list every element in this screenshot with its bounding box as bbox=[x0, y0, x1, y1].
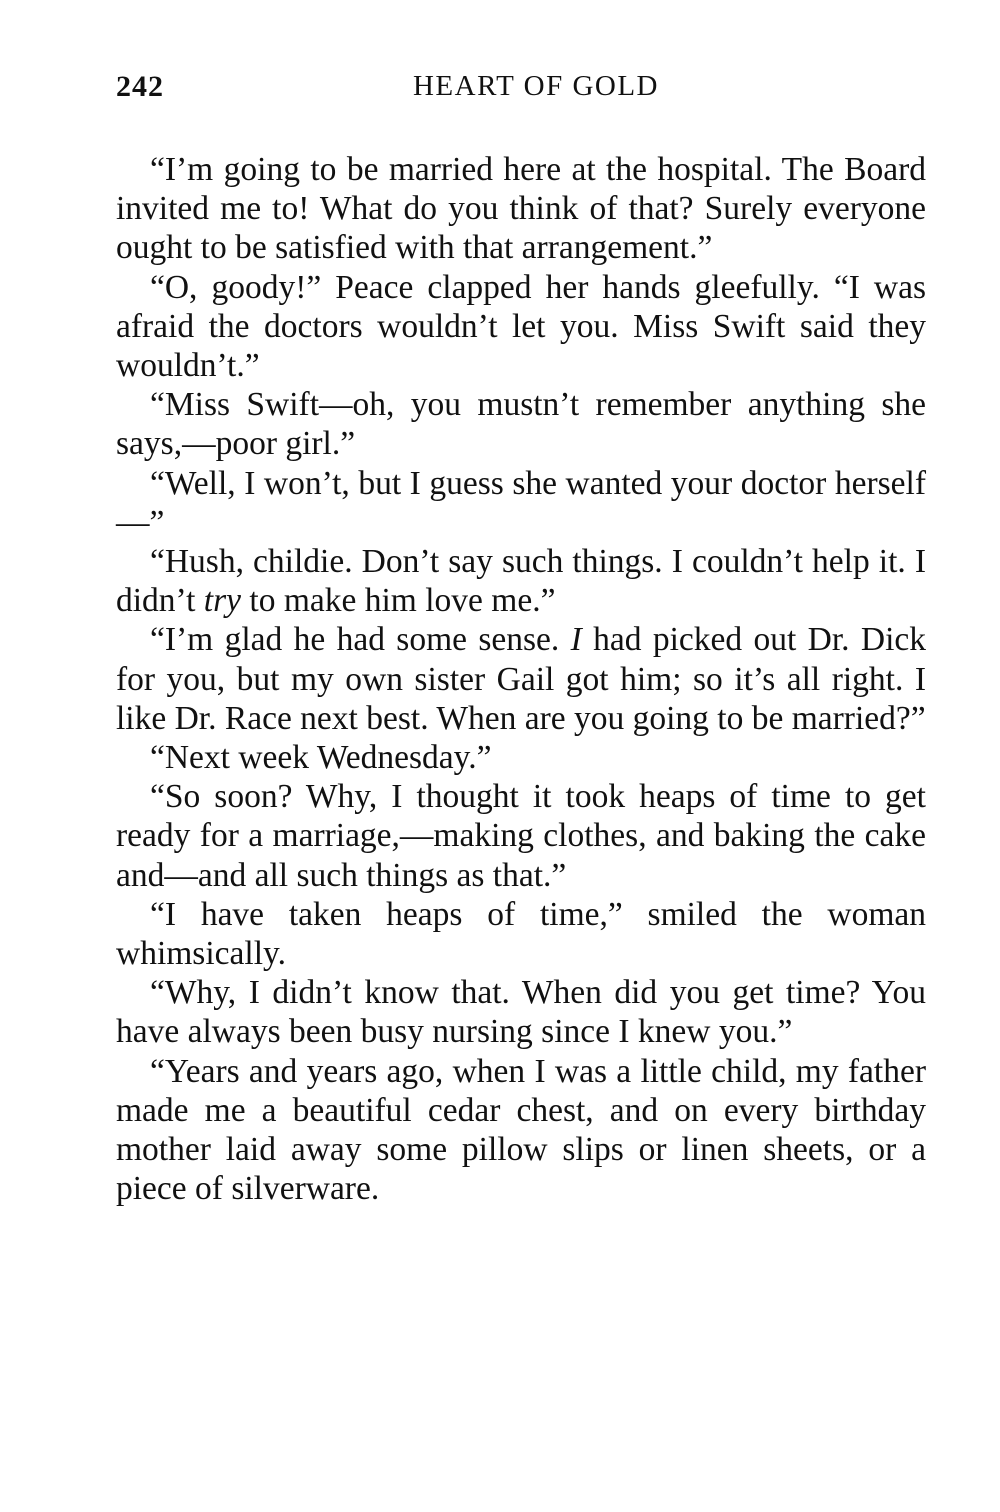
text-segment: had picked out Dr. Dick for you, but my own sister Gail got him; so it’s all right. I like Dr. Race next best. When are you going to be married?” bbox=[116, 621, 926, 737]
paragraph bbox=[116, 973, 926, 1051]
text-segment: to make him love me.” bbox=[241, 582, 556, 620]
text-segment: “Miss Swift—oh, you mustn’t remember anything she says,—poor girl.” bbox=[116, 386, 926, 463]
paragraph bbox=[116, 150, 926, 268]
paragraph bbox=[116, 895, 926, 973]
text-segment: “I’m going to be married here at the hospital. The Board invited me to! What do you think of that? Surely everyone ought to be satisfied with that arrangement.” bbox=[116, 151, 926, 267]
text-segment: “So soon? Why, I thought it took heaps of time to get ready for a marriage,—making clothes, and baking the cake and—and all such things as that.” bbox=[116, 778, 926, 894]
paragraph bbox=[116, 385, 926, 463]
running-head bbox=[116, 70, 926, 110]
text-segment: “Next week Wednesday.” bbox=[150, 739, 492, 777]
paragraph bbox=[116, 464, 926, 542]
paragraph bbox=[116, 738, 926, 777]
text-segment: “Why, I didn’t know that. When did you get time? You have always been busy nursing since I knew you.” bbox=[116, 974, 926, 1051]
paragraph bbox=[116, 542, 926, 620]
italic-emphasis: I bbox=[570, 621, 582, 659]
paragraph bbox=[116, 268, 926, 386]
text-segment: “I’m glad he had some sense. bbox=[150, 621, 571, 659]
text-segment: “O, goody!” Peace clapped her hands gleefully. “I was afraid the doctors wouldn’t let you. Miss Swift said they wouldn’t.” bbox=[116, 268, 926, 385]
italic-emphasis: try bbox=[203, 582, 242, 620]
body-text bbox=[116, 150, 926, 1208]
text-segment: “Hush, childie. Don’t say such things. I couldn’t help it. I didn’t bbox=[116, 543, 926, 620]
text-segment: “Years and years ago, when I was a little child, my father made me a beautiful cedar chest, and on every birthday mother laid away some pillow slips or linen sheets, or a piece of silverware. bbox=[116, 1052, 926, 1208]
paragraph bbox=[116, 777, 926, 895]
text-segment: “I have taken heaps of time,” smiled the woman whimsically. bbox=[116, 895, 926, 973]
paragraph bbox=[116, 1052, 926, 1209]
text-segment: “Well, I won’t, but I guess she wanted your doctor herself—” bbox=[116, 464, 926, 541]
running-title: HEART OF GOLD bbox=[412, 70, 659, 102]
page-number: 242 bbox=[116, 70, 164, 103]
paragraph bbox=[116, 620, 926, 738]
